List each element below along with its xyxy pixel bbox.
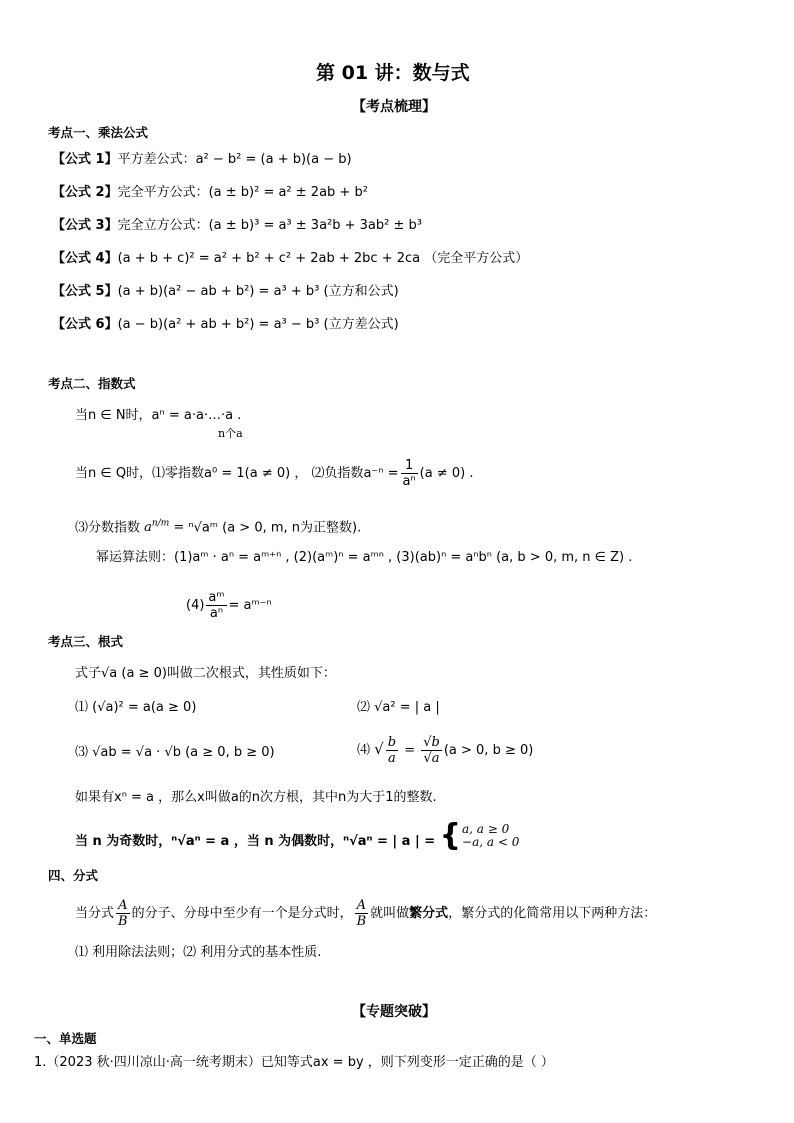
left-brace-icon: { xyxy=(439,818,462,853)
kp3-intro: 式子√a (a ≥ 0)叫做二次根式，其性质如下： xyxy=(75,666,336,681)
fraction-denominator: B xyxy=(118,914,128,929)
kp2-line1-underbrace: n个a xyxy=(218,427,243,440)
page-title: 第 01 讲：数与式 xyxy=(316,62,470,84)
kp4-line1-c: 就叫做 xyxy=(370,906,410,921)
odd-even-root-text: 当 n 为奇数时，ⁿ√aⁿ = a ，当 n 为偶数时，ⁿ√aⁿ = | a | = xyxy=(75,834,436,849)
formula-label: 【公式 6】 xyxy=(52,317,118,332)
formula-text: 完全平方公式：(a ± b)² = a² ± 2ab + b² xyxy=(117,185,368,200)
kp2-line5 xyxy=(186,590,272,621)
piecewise-case-1: a, a ≥ 0 xyxy=(462,822,510,836)
kp2-line4: 幂运算法则：(1)aᵐ · aⁿ = aᵐ⁺ⁿ , (2)(aᵐ)ⁿ = aᵐⁿ , (3)(ab)ⁿ = aⁿbⁿ (a, b > 0, m, n ∈ Z) . xyxy=(96,550,633,565)
negative-exponent-fraction xyxy=(401,458,418,489)
kp2-line5-a: (4) xyxy=(186,598,205,613)
piecewise-brace xyxy=(439,818,520,853)
kp4-heading: 四、分式 xyxy=(48,868,99,883)
kp4-line1-d: ，繁分式的化简常用以下两种方法： xyxy=(448,906,657,921)
kp2-line3-a: ⑶分数指数 xyxy=(75,520,141,536)
kp2-line1: 当n ∈ N时，aⁿ = a·a·…·a . xyxy=(75,408,242,423)
fraction-numerator: 1 xyxy=(401,458,418,474)
kp2-line2 xyxy=(75,458,473,489)
root-property-4: ⑷ √ $\frac{b}{a}$ = $\frac{√b}{√a}$ (a > 0, b ≥ 0) xyxy=(357,735,534,766)
formula-label: 【公式 5】 xyxy=(52,284,118,299)
formula-5 xyxy=(52,283,399,301)
kp4-line1 xyxy=(75,898,656,929)
kp4-line2: ⑴ 利用除法法则；⑵ 利用分式的基本性质. xyxy=(75,945,322,960)
kp4-line1-a: 当分式 xyxy=(75,906,115,921)
formula-label: 【公式 2】 xyxy=(52,185,118,200)
piecewise-case-2: −a, a < 0 xyxy=(462,835,520,849)
formula-text: (a + b)(a² − ab + b²) = a³ + b³ (立方和公式) xyxy=(117,284,399,299)
fractional-exponent-lhs: $a^{n/m}$ = xyxy=(144,519,189,536)
odd-even-root xyxy=(75,818,520,853)
root-property-2: ⑵ √a² = | a | xyxy=(357,700,440,715)
a-over-b-fraction xyxy=(116,898,130,929)
section-special-heading: 【专题突破】 xyxy=(352,1004,436,1020)
fraction-denominator: aⁿ xyxy=(209,606,224,621)
formula-text: 平方差公式：a² − b² = (a + b)(a − b) xyxy=(117,152,352,167)
formula-text: 完全立方公式：(a ± b)³ = a³ ± 3a²b + 3ab² ± b³ xyxy=(117,218,422,233)
kp2-line3 xyxy=(75,515,361,537)
radicand-fraction xyxy=(386,735,398,766)
kp2-line2-a: 当n ∈ Q时，⑴零指数a⁰ = 1(a ≠ 0) ， ⑵负指数a⁻ⁿ = xyxy=(75,466,399,481)
sqrt-fraction-icon: √ xyxy=(374,740,384,758)
root-quotient-fraction xyxy=(421,735,442,766)
root-property-1: ⑴ (√a)² = a(a ≥ 0) xyxy=(75,700,197,715)
fraction-denominator: B xyxy=(356,914,367,929)
fraction-numerator: b xyxy=(387,735,397,750)
root-property-3: ⑶ √ab = √a · √b (a ≥ 0, b ≥ 0) xyxy=(75,745,275,760)
kp2-heading: 考点二、指数式 xyxy=(48,376,136,391)
formula-6 xyxy=(52,316,399,334)
formula-label: 【公式 4】 xyxy=(52,251,118,266)
root-property-4-condition: (a > 0, b ≥ 0) xyxy=(443,743,534,758)
fraction-numerator: A xyxy=(355,898,369,914)
kp2-line5-b: = aᵐ⁻ⁿ xyxy=(228,598,272,613)
formula-4 xyxy=(52,250,528,268)
root-property-4-label: ⑷ xyxy=(357,743,371,758)
formula-label: 【公式 1】 xyxy=(52,152,118,167)
fraction-denominator: aⁿ xyxy=(402,474,416,489)
fraction-denominator: √a xyxy=(423,751,440,766)
fraction-numerator: A xyxy=(116,898,130,914)
kp2-line2-b: (a ≠ 0) . xyxy=(419,466,474,481)
section-review-heading: 【考点梳理】 xyxy=(352,99,436,115)
kp3-heading: 考点三、根式 xyxy=(48,634,124,649)
formula-3 xyxy=(52,217,422,235)
piecewise-cases xyxy=(462,823,519,849)
formula-text: (a − b)(a² + ab + b²) = a³ − b³ (立方差公式) xyxy=(117,317,399,332)
kp4-line1-b: 的分子、分母中至少有一个是分式时， xyxy=(131,906,353,921)
formula-label: 【公式 3】 xyxy=(52,218,118,233)
nth-root-definition: 如果有xⁿ = a ，那么x叫做a的n次方根，其中n为大于1的整数. xyxy=(75,790,437,805)
fraction-numerator: √b xyxy=(423,735,440,750)
kp1-heading: 考点一、乘法公式 xyxy=(48,125,149,140)
formula-2 xyxy=(52,184,368,202)
a-over-b-fraction-2 xyxy=(355,898,369,929)
single-choice-heading: 一、单选题 xyxy=(34,1031,97,1046)
fraction-numerator: aᵐ xyxy=(208,590,225,605)
formula-text: (a + b + c)² = a² + b² + c² + 2ab + 2bc + 2ca （完全平方公式） xyxy=(117,251,529,266)
division-rule-fraction xyxy=(206,590,226,621)
formula-1 xyxy=(52,151,352,169)
question-1: 1.（2023 秋·四川凉山·高一统考期末）已知等式ax = by ，则下列变形一定正确的是（ ） xyxy=(34,1055,554,1070)
complex-fraction-term: 繁分式 xyxy=(409,906,449,921)
kp2-line3-b: ⁿ√aᵐ (a > 0, m, n为正整数). xyxy=(188,520,362,536)
fraction-denominator: a xyxy=(388,751,396,766)
